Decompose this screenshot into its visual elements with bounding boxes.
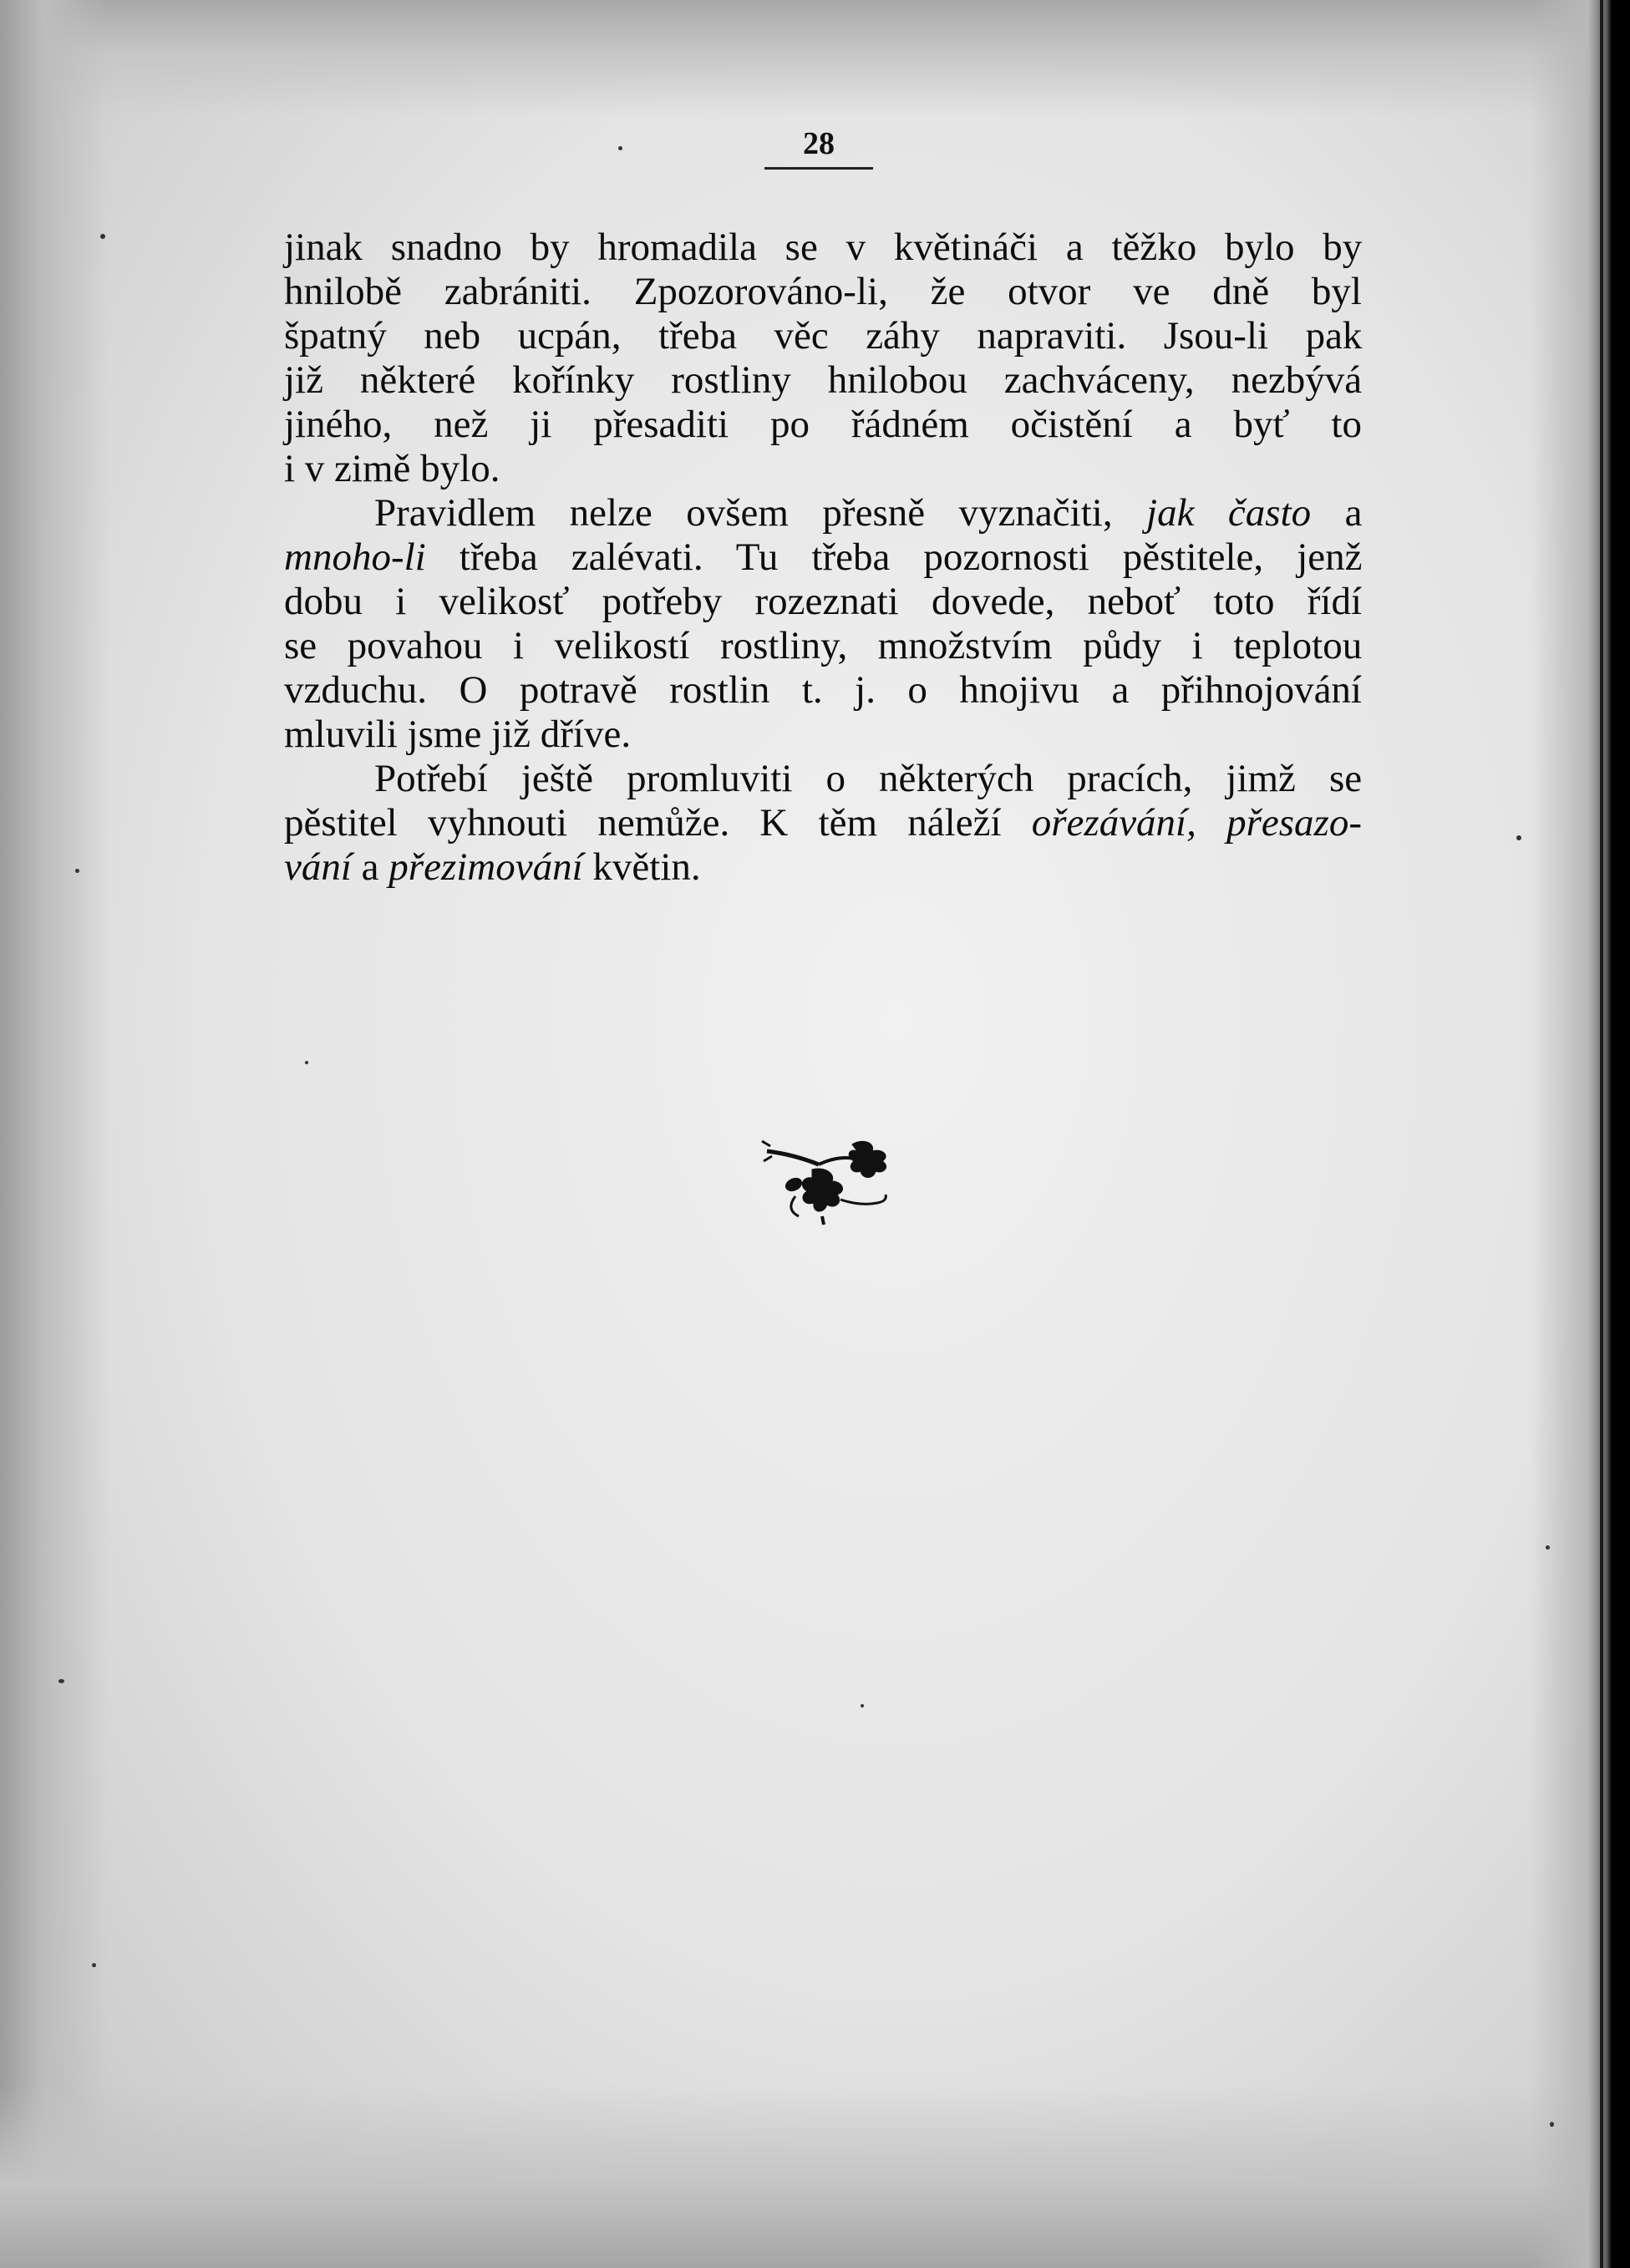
italic-text-run: přezimování bbox=[388, 845, 583, 889]
text-run: a bbox=[1344, 491, 1363, 535]
text-line: mluvili jsme již dříve. bbox=[284, 713, 632, 756]
text-line: vzduchu. O potravě rostlin t. j. o hnojivu a přihnojování bbox=[284, 668, 1362, 712]
text-line bbox=[284, 491, 1362, 535]
page-number-underline bbox=[764, 167, 873, 170]
dust-speck bbox=[92, 1963, 96, 1967]
dust-speck bbox=[618, 146, 622, 150]
dust-speck bbox=[1550, 2122, 1554, 2127]
body-text bbox=[284, 226, 1362, 890]
paragraph-1 bbox=[284, 226, 1362, 491]
text-line bbox=[284, 845, 1362, 890]
text-line: Potřebí ještě promluviti o některých pracích, jimž se bbox=[374, 757, 1363, 800]
text-line: jinak snadno by hromadila se v květináči a těžko bylo by bbox=[284, 226, 1363, 269]
dust-speck bbox=[58, 1679, 64, 1683]
scan-edge-right-line bbox=[1600, 0, 1603, 2268]
text-line bbox=[284, 535, 1362, 580]
paragraph-2 bbox=[284, 491, 1362, 757]
text-line: jiného, než ji přesaditi po řádném očistění a byť to bbox=[284, 403, 1362, 446]
dust-speck bbox=[1516, 835, 1521, 840]
text-line: hnilobě zabrániti. Zpozorováno-li, že otvor ve dně byl bbox=[284, 270, 1362, 313]
italic-text-run: jak často bbox=[1146, 491, 1312, 535]
italic-text-run: vání bbox=[284, 845, 352, 889]
text-line: špatný neb ucpán, třeba věc záhy napraviti. Jsou-li pak bbox=[284, 314, 1363, 358]
scan-edge-right bbox=[1530, 0, 1630, 2268]
italic-text-run: ořezávání, bbox=[1031, 801, 1196, 845]
italic-text-run: mnoho-li bbox=[284, 535, 426, 579]
dust-speck bbox=[305, 1061, 308, 1064]
scan-edge-top bbox=[0, 0, 1630, 117]
text-run: a bbox=[361, 845, 379, 889]
dust-speck bbox=[1546, 1545, 1550, 1550]
scan-edge-left bbox=[0, 0, 109, 2268]
scan-edge-bottom bbox=[0, 2084, 1630, 2268]
oak-leaf-acorn-fleuron-icon bbox=[760, 1136, 902, 1228]
text-run: květin. bbox=[592, 845, 701, 889]
text-line: se povahou i velikostí rostliny, množstvím půdy i teplotou bbox=[284, 624, 1363, 667]
text-line bbox=[284, 801, 1362, 845]
text-line: i v zimě bylo. bbox=[284, 447, 500, 490]
paragraph-3 bbox=[284, 757, 1362, 890]
page-number: 28 bbox=[803, 126, 835, 161]
text-line: dobu i velikosť potřeby rozeznati dovede, neboť toto řídí bbox=[284, 580, 1362, 623]
dust-speck bbox=[75, 869, 79, 873]
text-line: již některé kořínky rostliny hnilobou zachváceny, nezbývá bbox=[284, 358, 1363, 402]
text-run: třeba zalévati. Tu třeba pozornosti pěstitele, jenž bbox=[459, 535, 1363, 579]
dust-speck bbox=[861, 1704, 864, 1707]
text-run: Pravidlem nelze ovšem přesně vyznačiti, bbox=[374, 491, 1113, 535]
text-run: pěstitel vyhnouti nemůže. K těm náleží bbox=[284, 801, 1002, 845]
italic-text-run: přesazo- bbox=[1226, 801, 1362, 845]
dust-speck bbox=[100, 234, 105, 239]
